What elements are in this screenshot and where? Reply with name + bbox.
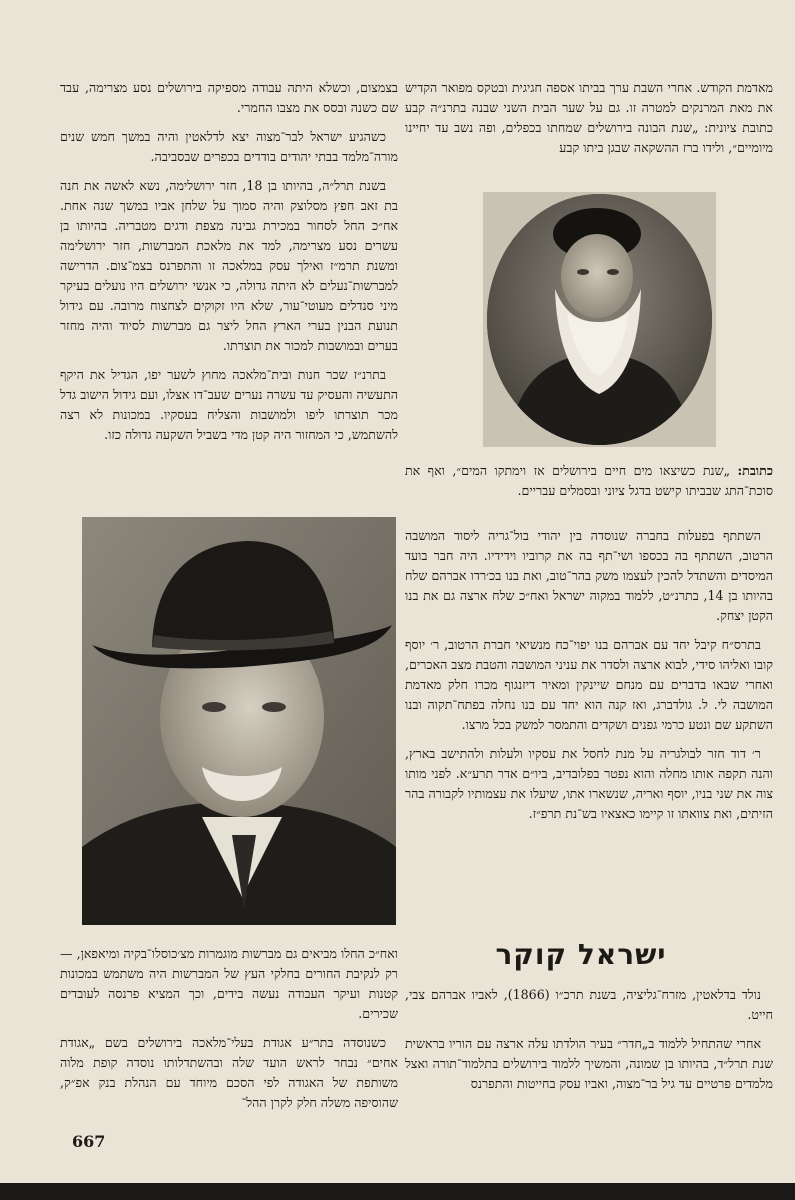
bearded-man-portrait bbox=[487, 194, 712, 445]
right-column-middle bbox=[405, 526, 773, 833]
page-number: 667 bbox=[72, 1132, 106, 1151]
biography-column bbox=[405, 985, 773, 1103]
caption-text: „שנת כשיצאו מים חיים בירושלים אז וימתקו המים״, ואף את סוכת־התג שבביתו קישט בדגל ציוני ובסמלים עבריים. bbox=[405, 463, 773, 498]
portrait-photo-oval bbox=[483, 192, 716, 447]
left-column-bottom bbox=[60, 944, 398, 1122]
paragraph: בשנת תרל״ה, בהיותו בן 18, חזר ירושלימה, נשא לאשה את חנה בת זאב חפץ מסלוצק והיה סמוך על שלחן אביו במשך שנה אחת. אח״כ החל לסחור במכירת גבינה מצפת ודגים מטבריה. בהיותו בן עשרים נסע מצרימה, למד את מלאכת המברשות, חזר ירושלימה ומשנת תרמ״ז ואילך עסק במלאכה זו והתפרנס בצמ־צום. הדרישה למברשות־נעלים לא היתה גדולה, כי אנשי ירושלים היו נועלים בעיקר מיני סנדלים מעוטי־עור, שלא היו זקוקים לצחצוח מרובה. עם גידול תנועת הבנין בערי הארץ החל ליצר גם מברשות לסיוד והיה מחזר בערים ובמושבות למכור את תוצרתו. bbox=[60, 178, 398, 353]
paragraph: בצמצום, וכשלא היתה עבודה מספיקה בירושלים נסע מצרימה, עבד שם כשנה ובסס את מצבו החמרי. bbox=[60, 80, 398, 115]
right-column-top bbox=[405, 78, 773, 167]
paragraph: כשהגיע ישראל לבר־מצוה יצא לדלאטין והיה במשך חמש שנים מורה־מלמד בבתי יהודים בודדים בכפרים שבסביבה. bbox=[60, 129, 398, 164]
paragraph: ואח״כ החלו מביאים גם מברשות מוגמרות מצ׳כוסלו־בקיה ומיאפאן, — רק לנקיבת החורים בחלקי העץ של המברשות היה משתמש במכונות קטנות ועיקר העבודה נעשה בידים, וכך המציא פרנסה לעובדים שכירים. bbox=[60, 946, 398, 1021]
paragraph: מאדמת הקודש. אחרי השבת ערך בביתו אספה חגיגית ובטקס מפואר הקדיש את מאת המרנקים למטרה זו. גם על שער הבית השני שבנה בתרנ״ה קבע כתובת ציונית: „שנת הבונה בירושלים שמחתו בכפלים, ופה נשב עד יחיינו מיומיים״, ולידו ברז ההשקאה שבגן ביתו קבע bbox=[405, 80, 773, 155]
paragraph: בתרס״ח קיבל יחד עם אברהם בנו יפוי־כח מנשיאי חברת הרטוב, ר׳ יוסף קובו ואליהו סידי, לבוא ארצה ולסדר את עניני המושבה והטבת מצב האכרים, ואחרי שבאו בדברים עם מנחם שיינקין ומאיר דיזנגוף מכרו חלק מאדמת המושבה לי. ל. גולדברג, ואז קנה הוא יחד עם בנו נחלה בפתח־תקוה ובנו השתקע שם ונטע כרמי גפנים ושקדים והתמסר למשק בכל מרצו. bbox=[405, 637, 773, 732]
left-column-top bbox=[60, 78, 398, 454]
paragraph: נולד בדלאטין, מזרח־גליציה, בשנת תרכ״ו (1866), לאביו אברהם צבי, חייט. bbox=[405, 987, 773, 1022]
paragraph: בתרנ״ז שכר חנות ובית־מלאכה מחוץ לשער יפו, הגדיל את היקף התעשיה והעסיק עד עשרה נערים שעב־דו אצלו, ועם גידול הישוב גדל מכר תוצרתו ליפו ולמושבות והצליח בעסקיו. במכונות לא רצה להשתמש, כי המחזור היה קטן מדי בשביל השקעה גדולה כזו. bbox=[60, 367, 398, 442]
portrait-photo-rect bbox=[82, 517, 396, 925]
bottom-border bbox=[0, 1183, 795, 1200]
caption-label: כתובת: bbox=[737, 463, 773, 478]
paragraph: כשנוסדה בתר״ע אגודת בעלי־מלאכה בירושלים בשם „אגודת אחים״ נבחר לראש הועד שלה ובהשתדלותו נוסדה קופת מלוה משותפת של האגודה לפי הסכם מיוחד עם הנהלת בנק אפ״ק, שהוסיפה משלה חלק לקרן ההל־ bbox=[60, 1035, 398, 1110]
paragraph: השתתף בפעלות בחברה שנוסדה בין יהודי בול־גריה ליסוד המושבה הרטוב, השתתף בה בכספו ושי־תף בה את קרוביו וידידיו. היה חבר בועד המיסדים והשתדל להכין לעצמו משק בהר־טוב, ואת בנו בכ׳רדו אברהם שלח בהיותו בן 14, בתרנ״ט, ללמוד במקוה ישראל ואח״כ שלח ארצה גם את בנו הקטן יצחק. bbox=[405, 528, 773, 623]
biography-name: ישראל קוקר bbox=[495, 938, 667, 971]
paragraph: אחרי שהתחיל ללמוד ב„חדר״ בעיר הולדתו עלה ארצה עם הוריו בראשית שנת תרל״ד, בהיותו בן שמונה, והמשיך ללמוד בירושלים בתלמוד־תורה ואצל מלמדים פרטיים עד גיל בר־מצוה, ואביו עסק בחייטות והתפרנס bbox=[405, 1036, 773, 1091]
paragraph: ר׳ דוד חזר לבולגריה על מנת לחסל את עסקיו ולעלות ולהתישב בארץ, והנה תקפה אותו מחלה והוא נפטר בפלובדיב, ביו״ם אדר תרע״א. לפני מותו צוה את שני בניו, יוסף ואריה, שנשארו אתו, שיעלו את עצמותיו לקבורה בהר הזיתים, ואת צוואתו זו קיימו כאצאיו בש־נת תרפ״ז. bbox=[405, 746, 773, 821]
oval-photo-caption bbox=[405, 461, 773, 501]
man-in-hat-portrait bbox=[82, 517, 396, 925]
section-heading bbox=[397, 938, 765, 971]
